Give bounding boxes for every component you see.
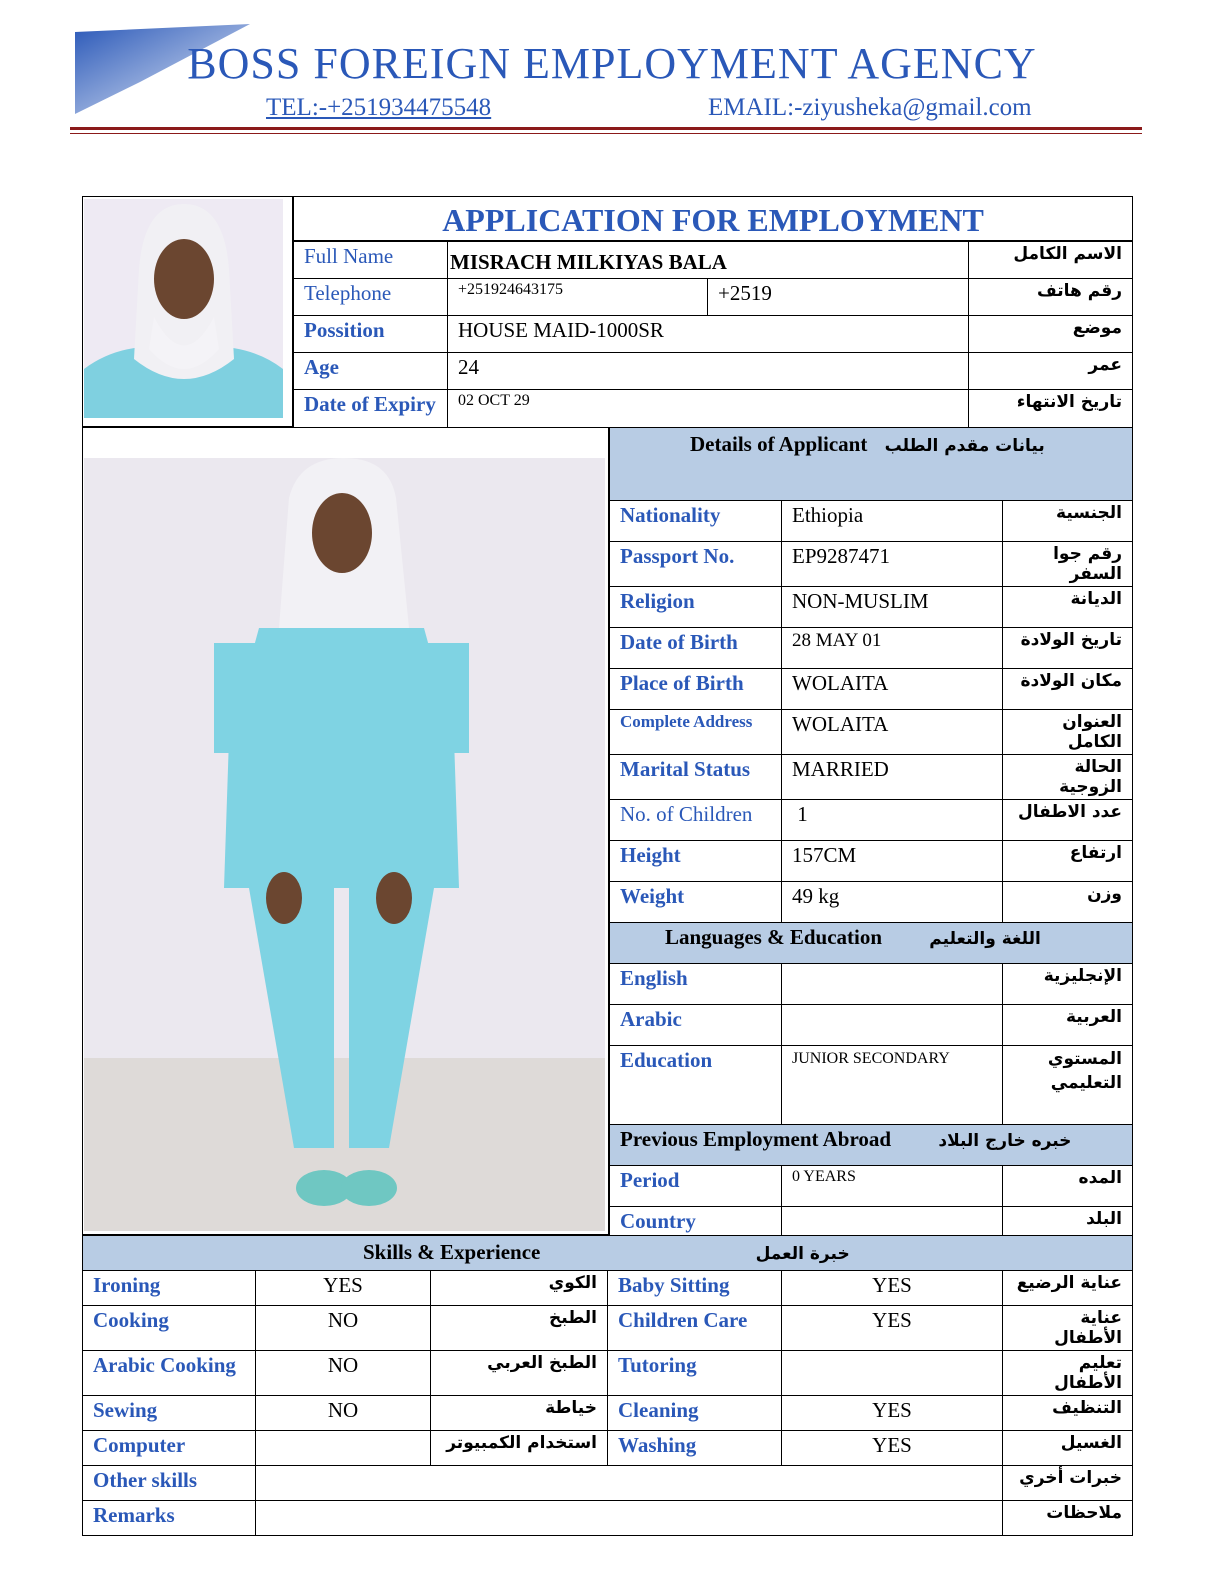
skill-washing-ar: الغسيل [1003,1431,1133,1466]
skill-baby-sitting-value[interactable]: YES [782,1271,1003,1306]
label-age: Age [294,353,448,390]
skills-table [82,1235,1133,1536]
skill-tutoring-value[interactable] [782,1351,1003,1396]
ar-period: المده [1003,1166,1133,1207]
ar-religion: الديانة [1003,587,1133,628]
ar-passport: رقم جوا السفر [1003,542,1133,587]
value-place-of-birth[interactable]: WOLAITA [782,669,1003,710]
ar-telephone: رقم هاتف [969,279,1133,316]
label-country: Country [610,1207,782,1248]
details-section-header [610,428,1133,501]
skill-ironing-label: Ironing [83,1271,256,1306]
ar-age: عمر [969,353,1133,390]
label-date-of-birth: Date of Birth [610,628,782,669]
skill-children-care-ar: عناية الأطفال [1003,1306,1133,1351]
skill-cleaning-label: Cleaning [608,1396,782,1431]
value-date-of-birth[interactable]: 28 MAY 01 [782,628,1003,669]
value-religion[interactable]: NON-MUSLIM [782,587,1003,628]
label-period: Period [610,1166,782,1207]
label-position: Possition [294,316,448,353]
personal-info-table [293,241,1133,428]
ar-height: ارتفاع [1003,841,1133,882]
value-full-name[interactable]: MISRACH MILKIYAS BALA [448,242,969,279]
languages-title-ar: اللغة والتعليم [929,929,1041,949]
skill-cooking-label: Cooking [83,1306,256,1351]
value-education[interactable]: JUNIOR SECONDARY [782,1046,1003,1125]
agency-email[interactable]: EMAIL:-ziyusheka@gmail.com [708,94,1032,121]
skill-children-care-value[interactable]: YES [782,1306,1003,1351]
full-photo-frame [82,427,609,1235]
ar-weight: وزن [1003,882,1133,923]
skill-cleaning-ar: التنظيف [1003,1396,1133,1431]
details-table [609,427,1133,1248]
other-skills-value[interactable] [256,1466,1003,1501]
skill-computer-value[interactable] [256,1431,431,1466]
ar-education: المستوي التعليمي [1003,1046,1133,1125]
previous-section-header [610,1125,1133,1166]
label-children: No. of Children [610,800,782,841]
label-arabic: Arabic [610,1005,782,1046]
skills-title-ar: خبرة العمل [755,1244,850,1264]
form-title: APPLICATION FOR EMPLOYMENT [442,202,984,238]
ar-date-of-expiry: تاريخ الانتهاء [969,390,1133,428]
value-age[interactable]: 24 [448,353,969,390]
ar-nationality: الجنسية [1003,501,1133,542]
ar-full-name: الاسم الكامل [969,242,1133,279]
value-telephone[interactable]: +251924643175 [448,279,708,316]
label-nationality: Nationality [610,501,782,542]
value-passport[interactable]: EP9287471 [782,542,1003,587]
remarks-value[interactable] [256,1501,1003,1536]
value-english[interactable] [782,964,1003,1005]
label-education: Education [610,1046,782,1125]
value-date-of-expiry[interactable]: 02 OCT 29 [448,390,969,428]
skill-sewing-value[interactable]: NO [256,1396,431,1431]
value-arabic[interactable] [782,1005,1003,1046]
skill-sewing-label: Sewing [83,1396,256,1431]
label-marital-status: Marital Status [610,755,782,800]
value-marital-status[interactable]: MARRIED [782,755,1003,800]
value-children[interactable]: 1 [782,800,1003,841]
remarks-label: Remarks [83,1501,256,1536]
ar-english: الإنجليزية [1003,964,1133,1005]
skill-tutoring-label: Tutoring [608,1351,782,1396]
skill-arabic-cooking-label: Arabic Cooking [83,1351,256,1396]
skill-arabic-cooking-value[interactable]: NO [256,1351,431,1396]
skill-washing-label: Washing [608,1431,782,1466]
label-full-name: Full Name [294,242,448,279]
other-skills-ar: خبرات أخري [1003,1466,1133,1501]
skill-tutoring-ar: تعليم الأطفال [1003,1351,1133,1396]
value-complete-address[interactable]: WOLAITA [782,710,1003,755]
label-telephone: Telephone [294,279,448,316]
skill-washing-value[interactable]: YES [782,1431,1003,1466]
skill-computer-ar: استخدام الكمبيوتر [431,1431,608,1466]
header-rule [70,127,1142,130]
ar-marital-status: الحالة الزوجية [1003,755,1133,800]
previous-title-ar: خبره خارج البلاد [938,1131,1072,1151]
value-telephone-2[interactable]: +2519 [708,279,969,316]
other-skills-label: Other skills [83,1466,256,1501]
ar-date-of-birth: تاريخ الولادة [1003,628,1133,669]
label-height: Height [610,841,782,882]
previous-title: Previous Employment Abroad [620,1127,892,1151]
label-complete-address: Complete Address [610,710,782,755]
header-rule-thin [70,133,1142,134]
label-passport: Passport No. [610,542,782,587]
value-weight[interactable]: 49 kg [782,882,1003,923]
skill-ironing-ar: الكوي [431,1271,608,1306]
skill-baby-sitting-ar: عناية الرضيع [1003,1271,1133,1306]
value-nationality[interactable]: Ethiopia [782,501,1003,542]
skill-cooking-value[interactable]: NO [256,1306,431,1351]
agency-name: BOSS FOREIGN EMPLOYMENT AGENCY [187,39,1037,88]
label-weight: Weight [610,882,782,923]
skill-cleaning-value[interactable]: YES [782,1396,1003,1431]
skill-computer-label: Computer [83,1431,256,1466]
label-place-of-birth: Place of Birth [610,669,782,710]
value-period[interactable]: 0 YEARS [782,1166,1003,1207]
details-title: Details of Applicant [690,432,868,456]
languages-section-header [610,923,1133,964]
skill-children-care-label: Children Care [608,1306,782,1351]
skill-cooking-ar: الطبخ [431,1306,608,1351]
label-english: English [610,964,782,1005]
skill-baby-sitting-label: Baby Sitting [608,1271,782,1306]
ar-children: عدد الاطفال [1003,800,1133,841]
label-date-of-expiry: Date of Expiry [294,390,448,428]
photo-frame [82,196,293,427]
skill-ironing-value[interactable]: YES [256,1271,431,1306]
skills-title: Skills & Experience [363,1240,541,1264]
ar-place-of-birth: مكان الولادة [1003,669,1133,710]
skill-arabic-cooking-ar: الطبخ العربي [431,1351,608,1396]
label-religion: Religion [610,587,782,628]
value-height[interactable]: 157CM [782,841,1003,882]
skill-sewing-ar: خياطة [431,1396,608,1431]
skills-section-header [83,1236,1133,1271]
remarks-ar: ملاحظات [1003,1501,1133,1536]
ar-position: موضع [969,316,1133,353]
ar-country: البلد [1003,1207,1133,1248]
ar-arabic: العربية [1003,1005,1133,1046]
value-position[interactable]: HOUSE MAID-1000SR [448,316,969,353]
ar-complete-address: العنوان الكامل [1003,710,1133,755]
details-title-ar: بيانات مقدم الطلب [884,436,1045,456]
agency-telephone[interactable]: TEL:-+251934475548 [266,94,492,121]
languages-title: Languages & Education [665,925,883,949]
